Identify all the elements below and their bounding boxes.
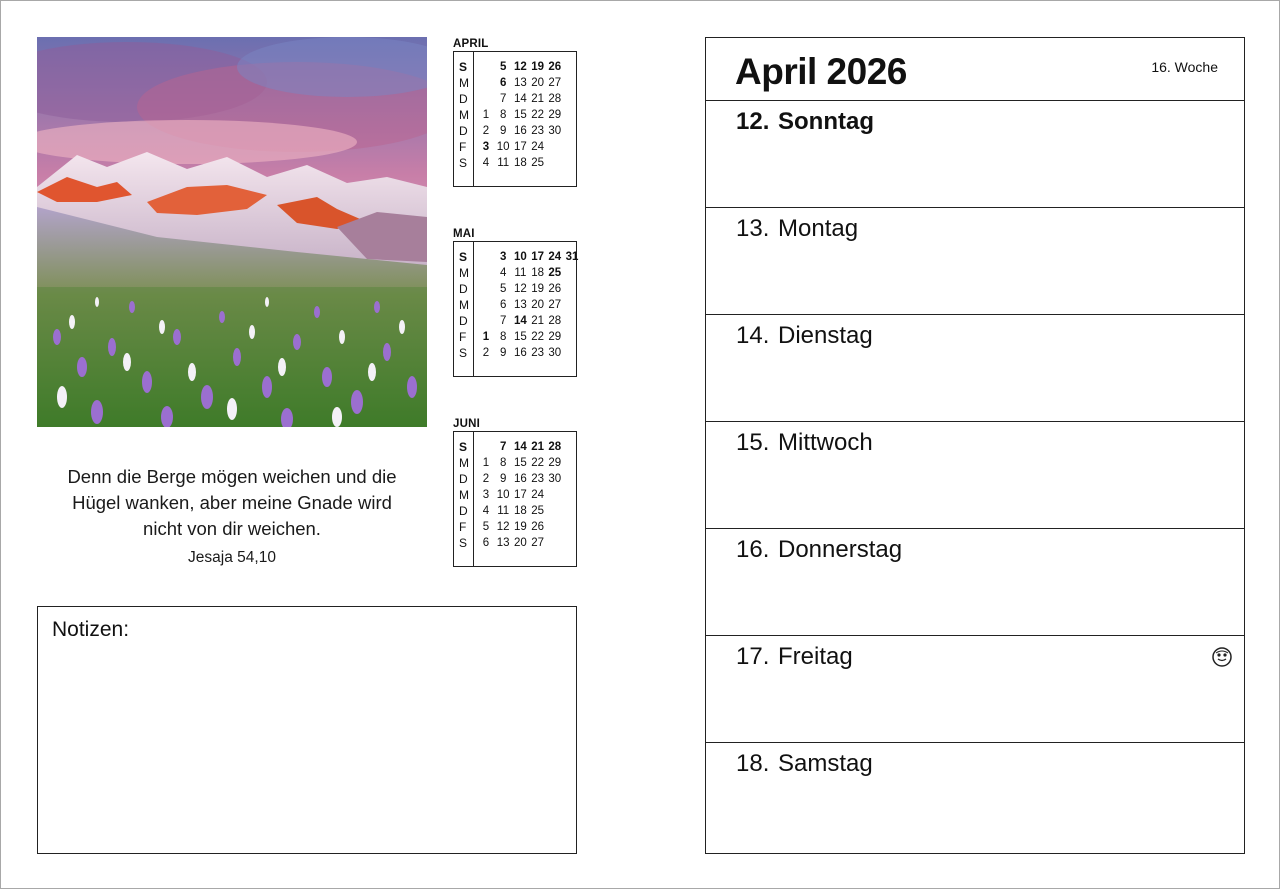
day-label — [736, 536, 902, 564]
day-number: 7 — [499, 315, 507, 327]
weekday-label: D — [459, 472, 468, 486]
day-number: 4 — [482, 157, 490, 169]
day-row[interactable] — [706, 101, 1244, 208]
day-number: 24 — [531, 141, 544, 153]
weekday-label: S — [459, 60, 468, 74]
day-number: 5 — [482, 521, 490, 533]
day-label — [736, 322, 873, 350]
day-name: Sonntag — [778, 108, 874, 135]
verse-reference: Jesaja 54,10 — [188, 549, 276, 566]
mini-calendar-title: MAI — [453, 228, 475, 240]
day-number: 22 — [531, 331, 544, 343]
bible-verse — [37, 464, 427, 542]
weekday-label: S — [459, 346, 468, 360]
weekday-label: F — [459, 140, 467, 154]
day-number: 23 — [531, 347, 544, 359]
day-row[interactable] — [706, 529, 1244, 636]
day-number: 30 — [548, 473, 562, 485]
day-number: 16 — [513, 125, 527, 137]
day-number: 14. — [736, 322, 770, 349]
day-number: 6 — [499, 299, 507, 311]
day-number: 8 — [499, 331, 507, 343]
day-number: 7 — [499, 441, 507, 453]
day-number: 1 — [482, 331, 490, 343]
day-number: 2 — [482, 473, 490, 485]
day-number: 15. — [736, 429, 770, 456]
day-number: 15 — [513, 457, 527, 469]
weekday-label: S — [459, 156, 468, 170]
day-number: 3 — [499, 251, 507, 263]
weekday-label: D — [459, 282, 468, 296]
day-label — [736, 750, 873, 778]
day-number: 29 — [548, 109, 562, 121]
day-number: 24 — [548, 251, 562, 263]
week-title: April 2026 — [735, 51, 907, 92]
day-number: 12 — [496, 521, 510, 533]
mini-calendar-juni — [453, 417, 577, 567]
day-row[interactable] — [706, 743, 1244, 850]
week-planner — [705, 37, 1245, 854]
day-row[interactable] — [706, 208, 1244, 315]
day-number: 9 — [499, 347, 507, 359]
day-number: 20 — [531, 299, 544, 311]
day-number: 3 — [482, 141, 490, 153]
day-number: 17 — [513, 141, 527, 153]
day-row[interactable] — [706, 315, 1244, 422]
day-number: 18 — [513, 157, 527, 169]
day-name: Dienstag — [778, 322, 873, 349]
day-number: 30 — [548, 125, 562, 137]
day-number: 1 — [482, 109, 490, 121]
weekday-label: D — [459, 124, 468, 138]
day-number: 27 — [548, 299, 562, 311]
verse-line: Denn die Berge mögen weichen und die — [67, 466, 397, 487]
week-number: 16. Woche — [1151, 59, 1218, 75]
day-number: 2 — [482, 347, 490, 359]
mini-calendar-grid — [453, 51, 577, 187]
day-number: 29 — [548, 331, 562, 343]
day-number: 6 — [482, 537, 490, 549]
day-number: 28 — [548, 315, 562, 327]
day-number: 12 — [513, 61, 527, 73]
day-label — [736, 108, 874, 136]
day-number: 25 — [531, 505, 544, 517]
day-number: 21 — [531, 315, 544, 327]
weekday-label: S — [459, 536, 468, 550]
day-number: 17 — [513, 489, 527, 501]
day-number: 11 — [497, 505, 510, 517]
day-number: 23 — [531, 473, 544, 485]
weekday-label: M — [459, 456, 469, 470]
weekday-label: F — [459, 330, 467, 344]
day-row[interactable] — [706, 422, 1244, 529]
day-number: 19 — [531, 61, 544, 73]
week-header — [706, 38, 1244, 101]
day-number: 18 — [531, 267, 544, 279]
mini-calendar-mai — [453, 227, 577, 377]
day-number: 24 — [531, 489, 544, 501]
day-number: 27 — [531, 537, 544, 549]
day-number: 20 — [513, 537, 527, 549]
day-number: 27 — [548, 77, 562, 89]
day-number: 19 — [513, 521, 527, 533]
day-number: 10 — [496, 489, 510, 501]
mini-calendar-grid — [453, 241, 577, 377]
day-number: 5 — [499, 61, 507, 73]
day-number: 10 — [496, 141, 510, 153]
day-label — [736, 643, 853, 671]
weekday-label: M — [459, 108, 469, 122]
day-number: 29 — [548, 457, 562, 469]
mini-calendar-grid — [453, 431, 577, 567]
weekday-label: D — [459, 504, 468, 518]
day-number: 19 — [531, 283, 544, 295]
day-number: 5 — [499, 283, 507, 295]
day-number: 14 — [513, 93, 527, 105]
weekday-label: F — [459, 520, 467, 534]
day-name: Freitag — [778, 643, 853, 670]
day-number: 9 — [499, 125, 507, 137]
day-number: 14 — [513, 315, 527, 327]
day-number: 25 — [548, 267, 562, 279]
weekday-label: S — [459, 250, 468, 264]
weekday-label: D — [459, 314, 468, 328]
day-number: 16 — [513, 473, 527, 485]
day-label — [736, 429, 873, 457]
weekday-label: D — [459, 92, 468, 106]
day-number: 6 — [499, 77, 507, 89]
day-number: 22 — [531, 457, 544, 469]
day-number: 11 — [514, 267, 527, 279]
day-number: 13. — [736, 215, 770, 242]
mini-calendar-title: APRIL — [453, 38, 489, 50]
day-name: Donnerstag — [778, 536, 903, 563]
weekday-label: M — [459, 266, 469, 280]
day-name: Mittwoch — [778, 429, 873, 456]
day-row[interactable] — [706, 636, 1244, 743]
day-number: 21 — [531, 93, 544, 105]
day-number: 17. — [736, 643, 770, 670]
day-number: 13 — [513, 299, 527, 311]
day-number: 26 — [531, 521, 544, 533]
day-number: 9 — [499, 473, 507, 485]
notes-box[interactable] — [37, 606, 577, 854]
day-number: 7 — [499, 93, 507, 105]
mini-calendar-april — [453, 37, 577, 187]
day-number: 28 — [548, 93, 562, 105]
day-number: 23 — [531, 125, 544, 137]
day-number: 26 — [548, 283, 562, 295]
day-number: 16 — [513, 347, 527, 359]
mini-calendar-title: JUNI — [453, 418, 481, 430]
day-number: 30 — [548, 347, 562, 359]
day-number: 20 — [531, 77, 544, 89]
day-number: 8 — [499, 109, 507, 121]
landscape-photo — [37, 37, 427, 427]
day-number: 18 — [513, 505, 527, 517]
day-number: 10 — [513, 251, 527, 263]
day-number: 26 — [548, 61, 562, 73]
day-number: 13 — [496, 537, 510, 549]
day-number: 21 — [531, 441, 544, 453]
day-number: 4 — [482, 505, 490, 517]
day-number: 22 — [531, 109, 544, 121]
day-name: Samstag — [778, 750, 873, 777]
verse-line: Hügel wanken, aber meine Gnade wird — [72, 492, 392, 513]
weekday-label: S — [459, 440, 468, 454]
full-moon-icon — [1212, 647, 1232, 667]
day-number: 8 — [499, 457, 507, 469]
day-number: 25 — [531, 157, 544, 169]
day-number: 4 — [499, 267, 507, 279]
day-label — [736, 215, 858, 243]
day-number: 31 — [565, 251, 579, 263]
day-number: 14 — [513, 441, 527, 453]
day-number: 13 — [513, 77, 527, 89]
day-number: 3 — [482, 489, 490, 501]
weekday-label: M — [459, 488, 469, 502]
day-number: 2 — [482, 125, 490, 137]
weekday-label: M — [459, 76, 469, 90]
verse-line: nicht von dir weichen. — [143, 518, 321, 539]
day-number: 12. — [736, 108, 770, 135]
day-number: 1 — [482, 457, 490, 469]
weekday-label: M — [459, 298, 469, 312]
day-number: 17 — [531, 251, 544, 263]
day-number: 15 — [513, 331, 527, 343]
day-number: 16. — [736, 536, 770, 563]
day-number: 18. — [736, 750, 770, 777]
day-number: 28 — [548, 441, 562, 453]
notes-label: Notizen: — [52, 618, 130, 641]
day-number: 15 — [513, 109, 527, 121]
day-name: Montag — [778, 215, 859, 242]
day-number: 11 — [497, 157, 510, 169]
day-number: 12 — [513, 283, 527, 295]
